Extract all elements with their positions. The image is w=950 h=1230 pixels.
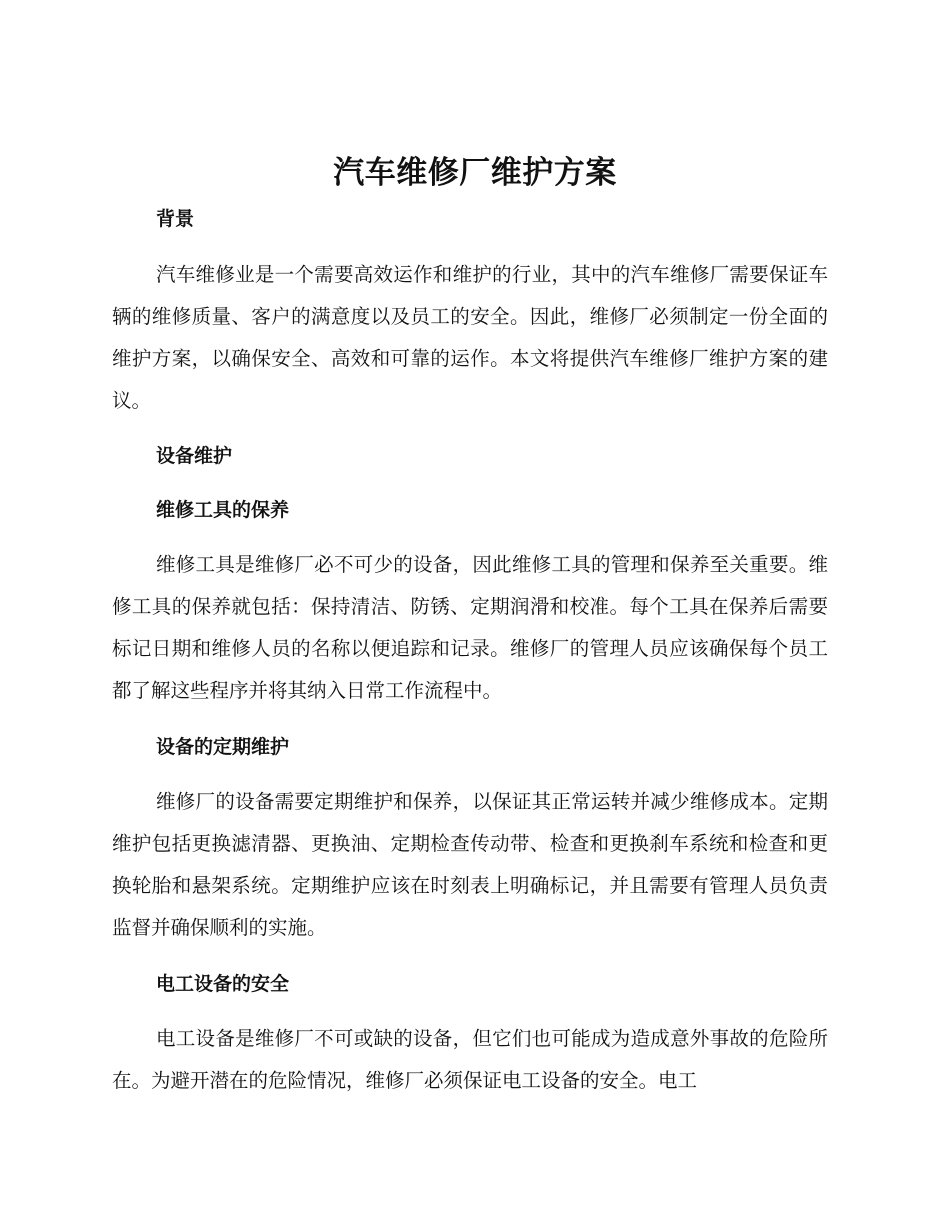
- section-heading-equipment-maintenance: 设备维护: [156, 445, 233, 467]
- section-heading-periodic-maintenance: 设备的定期维护: [156, 736, 290, 758]
- paragraph-tool-care: 维修工具是维修厂必不可少的设备，因此维修工具的管理和保养至关重要。维修工具的保养就包括：保持清洁、防锈、定期润滑和校准。每个工具在保养后需要标记日期和维修人员的名称以便追踪和记录。维修厂的管理人员应该确保每个员工都了解这些程序并将其纳入日常工作流程中。: [112, 553, 828, 702]
- paragraph-periodic-maintenance: 维修厂的设备需要定期维护和保养，以保证其正常运转并减少维修成本。定期维护包括更换滤清器、更换油、定期检查传动带、检查和更换刹车系统和检查和更换轮胎和悬架系统。定期维护应该在时刻表上明确标记，并且需要有管理人员负责监督并确保顺利的实施。: [112, 790, 828, 939]
- paragraph-electrical-safety: 电工设备是维修厂不可或缺的设备，但它们也可能成为造成意外事故的危险所在。为避开潜在的危险情况，维修厂必须保证电工设备的安全。电工: [112, 1027, 828, 1092]
- section-heading-tool-care: 维修工具的保养: [156, 499, 290, 521]
- document-title: 汽车维修厂维护方案: [333, 155, 617, 191]
- paragraph-background: 汽车维修业是一个需要高效运作和维护的行业，其中的汽车维修厂需要保证车辆的维修质量、客户的满意度以及员工的安全。因此，维修厂必须制定一份全面的维护方案，以确保安全、高效和可靠的运作。本文将提供汽车维修厂维护方案的建议。: [112, 263, 828, 412]
- section-heading-electrical-safety: 电工设备的安全: [156, 973, 290, 995]
- section-heading-background: 背景: [156, 208, 195, 230]
